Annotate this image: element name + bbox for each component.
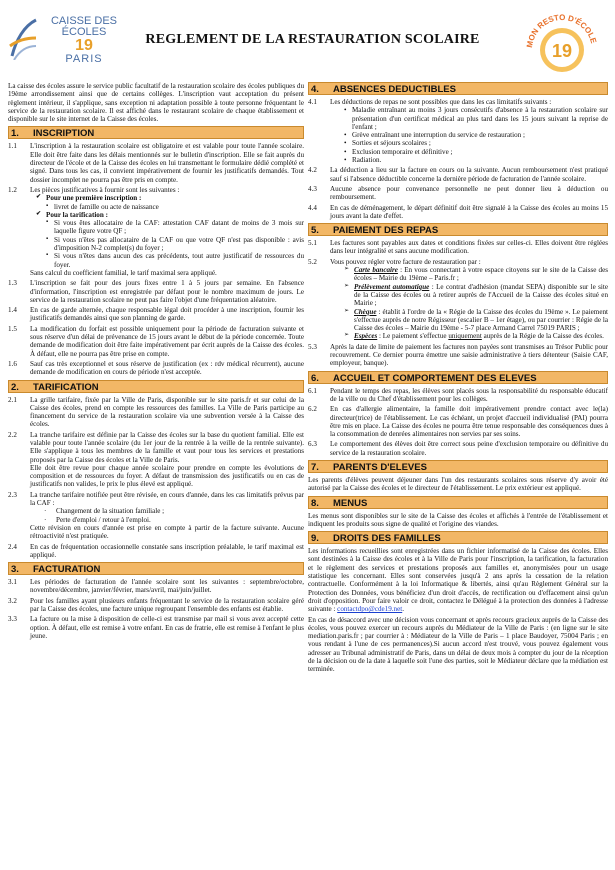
payment-method-text-end: auprès de la Régie de la Caisse des écoles. [481, 332, 604, 341]
intro-paragraph: La caisse des écoles assure le service public facultatif de la restauration scolaire des écoles publiques du 19ème arrondissement ainsi que de certains collèges. L'inscription vaut acceptation du présent règlement intérieur, il s'applique, sans exception ni adaptation possible à toute personne fréquentant le service de la restauration scolaire. Il est affiché dans le restaurant scolaire de chaque établissement et disponible sur le site internet de la Caisse des écoles. [8, 82, 304, 124]
tarification-items [46, 219, 304, 269]
section-number: 3. [11, 564, 19, 576]
section-heading-inscription [8, 126, 304, 139]
article-text: Les déductions de repas ne sont possibles que dans les cas limitatifs suivants : [330, 98, 552, 106]
section-heading-tarification [8, 380, 304, 393]
article-text: Pour les familles ayant plusieurs enfants fréquentant le service de la restauration scolaire géré par la Caisse des écoles, une facture unique regroupant l'ensemble des enfants est établie. [30, 596, 304, 614]
list-item: • Maladie entraînant au moins 3 jours consécutifs d'absence à la restauration scolaire sur présentation d'un certificat médical au plus tard dans les 15 jours suivant la reprise de l'enfant ; [344, 106, 608, 131]
article-text: La tranche tarifaire est définie par la Caisse des écoles sur la base du quotient familial. Elle est valable pour toute l'année scolaire (du 1er jour de la rentrée à la veille de la rentrée suivante). Elle s'applique à tous les membres de la famille et vaut pour tous les services et prestations proposés par la Caisse des écoles et la Ville de Paris. [30, 430, 304, 464]
article-2-4 [8, 543, 304, 560]
article-1-1 [8, 142, 304, 183]
list-item: • Grève entraînant une interruption du service de restauration ; [344, 131, 608, 139]
article-number: 3.1 [8, 578, 17, 587]
section-number: 4. [311, 84, 319, 95]
tarification-list [36, 211, 304, 219]
article-text: La tranche tarifaire notifiée peut être révisée, en cours d'année, dans les cas limitatifs prévus par la CAF : [30, 490, 304, 508]
article-4-3 [308, 185, 608, 202]
article-2-3 [8, 491, 304, 541]
first-inscription-items [46, 203, 304, 211]
article-number: 6.2 [308, 405, 317, 414]
article-number: 2.1 [8, 395, 17, 404]
article-text: Les périodes de facturation de l'année scolaire sont les suivantes : septembre/octobre, novembre/décembre, janvier/février, mars/avril, mai/juin/juillet. [30, 578, 304, 595]
section-heading-paiement [308, 223, 608, 236]
article-6-2 [308, 405, 608, 438]
mon-resto-decole-logo [522, 6, 602, 78]
article-text: La déduction a lieu sur la facture en cours ou la suivante. Aucun remboursement n'est pratiqué sauf si l'absence déductible concerne la dernière période de facturation de l'année scolaire. [330, 166, 608, 183]
section-title: MENUS [333, 497, 368, 509]
article-text: L'inscription se fait pour des jours fixes entre 1 à 5 jours par semaine. En l'absence d'information, l'inscription est enregistrée par défaut pour le nombre maximum de jours. Le service de la restauration scolaire ne peut pas faire l'objet d'une fréquentation aléatoire. [30, 279, 304, 304]
section-number: 8. [311, 497, 319, 509]
article-1-5 [8, 325, 304, 358]
list-item: • Radiation. [344, 156, 608, 164]
article-1-4 [8, 306, 304, 323]
droits-text: Les informations recueillies sont enregistrées dans un fichier informatisé de la Caisse des écoles. Elles sont destinées à la Caisse des écoles et à la Ville de Paris pour l'inscription, la tarification, la facturation et le règlement des services et prestations proposés aux familles et, anonymisées pour un usage statistique les concernant. Elles sont conservées jusqu'à 2 ans après la cessation de la relation contractuelle. Conformément à la loi Informatique & libertés, ainsi qu'au Règlement Général sur la Protection des Données, vous bénéficiez d'un droit d'accès, de rectification ou d'effacement ainsi qu'un droit d'opposition. Pour faire valoir ce droit, contactez le Délégué à la protection des données à l'adresse suivante : [308, 547, 608, 614]
droits-text-end: . [402, 605, 404, 614]
article-text: La facture ou la mise à disposition de celle-ci est transmise par mail si vous avez accepté cette option. À défaut, elle est remise à votre enfant. En cas de fratrie, elle est remise à l'enfant le plus jeune. [30, 615, 304, 640]
left-column [8, 82, 304, 642]
payment-carte-bancaire [344, 266, 608, 283]
deduction-cases-list [344, 106, 608, 164]
article-2-2 [8, 431, 304, 489]
article-number: 1.2 [8, 185, 17, 194]
list-item: · Perte d'emploi / retour à l'emploi. [44, 516, 304, 524]
droits-paragraph-2: En cas de désaccord avec une décision vous concernant et après recours gracieux auprès de la Caisse des écoles, vous pouvez exercer un recours auprès du Médiateur de la Ville de Paris : (en ligne sur le site mediation.paris.fr ; par courrier à : Médiateur de la Ville de Paris – 1 place Baudoyer, 75004 Paris ; en vous rendant à l'une de ces permanences).Si aucun accord n'est trouvé, vous pouvez également vous adresser au Tribunal administratif de Paris, dans un délai de deux mois à compter du jour de la réception de la décision ou de la date à laquelle soit l'une des parties, soit le Médiateur déclare que la médiation est terminée. [308, 615, 608, 674]
article-2-1 [8, 396, 304, 429]
section-number: 9. [311, 533, 319, 545]
section-title: ACCUEIL ET COMPORTEMENT DES ELEVES [333, 372, 537, 384]
article-text: Pendant le temps des repas, les élèves sont placés sous la responsabilité du responsable éducatif de la ville ou du Chef d'établissement pour les collèges. [330, 386, 608, 403]
article-number: 5.1 [308, 239, 317, 248]
payment-methods-list [344, 266, 608, 341]
section-heading-accueil [308, 371, 608, 384]
article-text: En cas de déménagement, le départ définitif doit être signalé à la Caisse des écoles au moins 15 jours avant la date d'effet. [330, 203, 608, 220]
section-number: 5. [311, 225, 319, 237]
section-title: PARENTS D'ELEVES [333, 461, 427, 473]
article-number: 1.1 [8, 142, 17, 151]
list-item: ▪ Si vous n'êtes dans aucun des cas précédents, tout autre justificatif de ressources du foyer. [46, 252, 304, 269]
caisse-des-ecoles-logo [8, 12, 124, 74]
article-number: 5.3 [308, 342, 317, 351]
logo-line-2: ÉCOLES [61, 26, 107, 38]
section-number: 6. [311, 372, 319, 384]
article-text: L'inscription à la restauration scolaire est obligatoire et est valable pour toute l'année scolaire. Elle doit être faite dans les délais mentionnés sur le bulletin d'inscription. Elle se fait auprès du directeur de l'école et de la Caisse des écoles en lui transmettant le formulaire dédié complété et signé. Dans tous les cas, il convient impérativement de fournir les justificatifs demandés. Tout dossier incomplet ne pourra pas être pris en compte. [30, 142, 304, 184]
article-number: 3.3 [8, 615, 17, 624]
article-3-3 [8, 615, 304, 640]
list-item: ▪ livret de famille ou acte de naissance [46, 203, 304, 211]
article-6-3 [308, 440, 608, 457]
section-heading-facturation [8, 562, 304, 575]
article-text: Les factures sont payables aux dates et conditions fixées sur celles-ci. Elles doivent être réglées dans leur intégralité et sans aucune modification. [330, 239, 608, 256]
list-item: · Changement de la situation familiale ; [44, 507, 304, 515]
article-5-1 [308, 239, 608, 256]
payment-method-emphasis: uniquement [448, 332, 482, 341]
payment-method-label: Espèces [354, 332, 378, 341]
payment-method-label: Carte bancaire [354, 266, 398, 275]
article-number: 4.3 [308, 184, 317, 193]
article-text: En cas de fréquentation occasionnelle constatée sans inscription préalable, le tarif maximal est appliqué. [30, 542, 304, 559]
article-1-6 [8, 360, 304, 377]
section-title: ABSENCES DEDUCTIBLES [333, 84, 456, 95]
article-3-2 [8, 597, 304, 614]
dpo-email-link[interactable]: contactdpo@cde19.net [337, 605, 403, 614]
logo-right-number: 19 [551, 41, 573, 61]
page-header [0, 0, 615, 82]
article-6-1 [308, 387, 608, 404]
article-number: 1.3 [8, 279, 17, 288]
article-number: 5.2 [308, 257, 317, 266]
logo-number: 19 [75, 37, 93, 54]
section-title: INSCRIPTION [33, 128, 95, 140]
section-title: FACTURATION [33, 564, 101, 576]
article-note: Sans calcul du coefficient familial, le tarif maximal sera appliqué. [30, 268, 217, 277]
article-text: En cas d'allergie alimentaire, la famille doit impérativement prendre contact avec le(la) directeur(trice) de l'établissement. Le cas échéant, un projet d'accueil individualisé (PAI) pourra être mis en place. La Caisse des écoles ne pourra être tenue responsable des conséquences dues à la consommation de denrées alimentaires non servies par ses soins. [330, 405, 608, 439]
article-note: Cette révision en cours d'année est prise en compte à partir de la facture suivante. Aucune rétroactivité n'est pratiquée. [30, 523, 304, 541]
section-number: 1. [11, 128, 19, 140]
parents-paragraph: Les parents d'élèves peuvent déjeuner dans l'un des restaurants scolaires sous réserve d'y avoir été autorisé par la Caisse des écoles et le directeur de l'établissement. Le prix extérieur est appliqué. [308, 475, 608, 493]
payment-method-label: Prélèvement automatique [354, 282, 430, 291]
article-number: 2.3 [8, 490, 17, 499]
article-number: 2.4 [8, 542, 17, 551]
list-item: ▪ Si vous n'êtes pas allocataire de la CAF ou que votre QF n'est pas disponible : avis d'imposition N-2 complet(s) du foyer ; [46, 236, 304, 253]
logo-line-1: CAISSE DES [50, 15, 118, 27]
section-heading-droits [308, 531, 608, 544]
article-text: Sauf cas très exceptionnel et sous réserve de justification (ex : rdv médical récurrent), aucune demande de modification en cours de période n'est acceptée. [30, 359, 304, 377]
payment-method-text: : Le paiement s'effectue [377, 332, 449, 341]
tarification-heading: ✔ Pour la tarification : [36, 211, 304, 219]
article-text: Le comportement des élèves doit être correct sous peine d'exclusion temporaire ou définitive du service de la restauration scolaire. [330, 440, 608, 457]
section-heading-parents [308, 460, 608, 473]
section-number: 7. [311, 461, 319, 473]
article-4-1 [308, 98, 608, 164]
right-column [308, 82, 608, 676]
droits-paragraph [308, 547, 608, 613]
article-text: En cas de garde alternée, chaque responsable légal doit procéder à une inscription, fournir les justificatifs demandés ainsi que son planning de garde. [30, 306, 304, 323]
article-text: Aucune absence pour convenance personnelle ne peut donner lieu à déduction ou remboursement. [330, 184, 608, 202]
article-number: 6.3 [308, 440, 317, 449]
article-4-2 [308, 166, 608, 183]
list-item: ▪ Si vous êtes allocataire de la CAF: attestation CAF datant de moins de 3 mois sur laquelle figure votre QF ; [46, 219, 304, 236]
article-text: La modification du forfait est possible uniquement pour la période de facturation suivante et sous réserve d'un délai de prévenance de 15 jours avant le début de la période concernée. Toute demande de modification doit être faite impérativement par écrit auprès de la Caisse des écoles. À défaut, elle ne pourra pas être prise en compte. [30, 324, 304, 358]
payment-method-label: Chèque [354, 307, 377, 316]
payment-cheque [344, 308, 608, 333]
article-1-2 [8, 186, 304, 277]
revision-cases-list [44, 507, 304, 524]
article-3-1 [8, 578, 304, 595]
article-5-3 [308, 343, 608, 368]
article-text: Vous pouvez régler votre facture de restauration par : [330, 257, 481, 266]
article-number: 6.1 [308, 386, 317, 395]
payment-especes [344, 332, 608, 340]
page-title: REGLEMENT DE LA RESTAURATION SCOLAIRE [145, 32, 480, 47]
justificatifs-list [36, 194, 304, 202]
article-1-3 [8, 279, 304, 304]
article-number: 4.4 [308, 203, 317, 212]
article-text-2: Elle doit être revue pour chaque année scolaire pour prendre en compte les évolutions de composition et de ressources du foyer. A défaut de transmission des justificatifs ou en cas de justificatifs non valides, le prix le plus élevé est appliqué. [30, 463, 304, 489]
payment-prelevement [344, 283, 608, 308]
logo-right-text: MON RESTO D'ÉCOLE [524, 12, 599, 49]
logo-line-3: PARIS [65, 53, 103, 65]
section-title: DROITS DES FAMILLES [333, 533, 441, 545]
payment-method-text: : établit à l'ordre de la « Régie de la Caisse des écoles du 19ème ». Le paiement s'effectue auprès de notre Régisseur (escalier B – 1er étage), ou par courrier : Régie de la Caisse des écoles – Mairie du 19ème - 5-7 place Armand Carrel 75019 PARIS ; [354, 307, 608, 333]
list-item: • Sorties et séjours scolaires ; [344, 139, 608, 147]
article-number: 1.5 [8, 324, 17, 333]
first-inscription-heading: ✔ Pour une première inscription : [36, 194, 304, 202]
logo-swoosh-icon [8, 16, 38, 60]
article-number: 3.2 [8, 596, 17, 605]
section-title: TARIFICATION [33, 381, 99, 393]
payment-method-text: : Le contrat d'adhésion (mandat SEPA) disponible sur le site de la Caisse des écoles ou à retirer auprès de l'Accueil de la Caisse des écoles situé en Mairie ; [354, 282, 609, 308]
article-number: 4.1 [308, 98, 317, 106]
list-item: • Exclusion temporaire et définitive ; [344, 148, 608, 156]
menus-paragraph: Les menus sont disponibles sur le site de la Caisse des écoles et affichés à l'entrée de l'établissement et indiquent les produits sous signe de qualité et l'origine des viandes. [308, 511, 608, 528]
article-number: 4.2 [308, 166, 317, 175]
section-title: PAIEMENT DES REPAS [333, 225, 439, 237]
article-5-2 [308, 258, 608, 341]
section-heading-absences [308, 82, 608, 95]
article-text: Les pièces justificatives à fournir sont les suivantes : [30, 185, 180, 194]
section-number: 2. [11, 381, 19, 393]
article-number: 1.4 [8, 306, 17, 315]
article-number: 1.6 [8, 359, 17, 368]
section-heading-menus [308, 496, 608, 509]
article-text: La grille tarifaire, fixée par la Ville de Paris, disponible sur le site paris.fr et sur celui de la Caisse des écoles, prend en compte les ressources des familles. La Ville de Paris participe au financement du service de la restauration scolaire via une subvention versée à la Caisse des écoles. [30, 395, 304, 429]
payment-method-text: : En vous connectant à votre espace citoyens sur le site de la Caisse des écoles – Mairie du 19ème – Paris.fr ; [354, 266, 608, 283]
article-4-4 [308, 204, 608, 221]
article-text: Après la date de limite de paiement les factures non payées sont transmises au Trésor Public pour recouvrement. Ce dernier pourra émettre une saisie administrative à tiers détenteur (Saisie CAF, employeur, banque). [330, 342, 608, 368]
article-number: 2.2 [8, 430, 17, 439]
